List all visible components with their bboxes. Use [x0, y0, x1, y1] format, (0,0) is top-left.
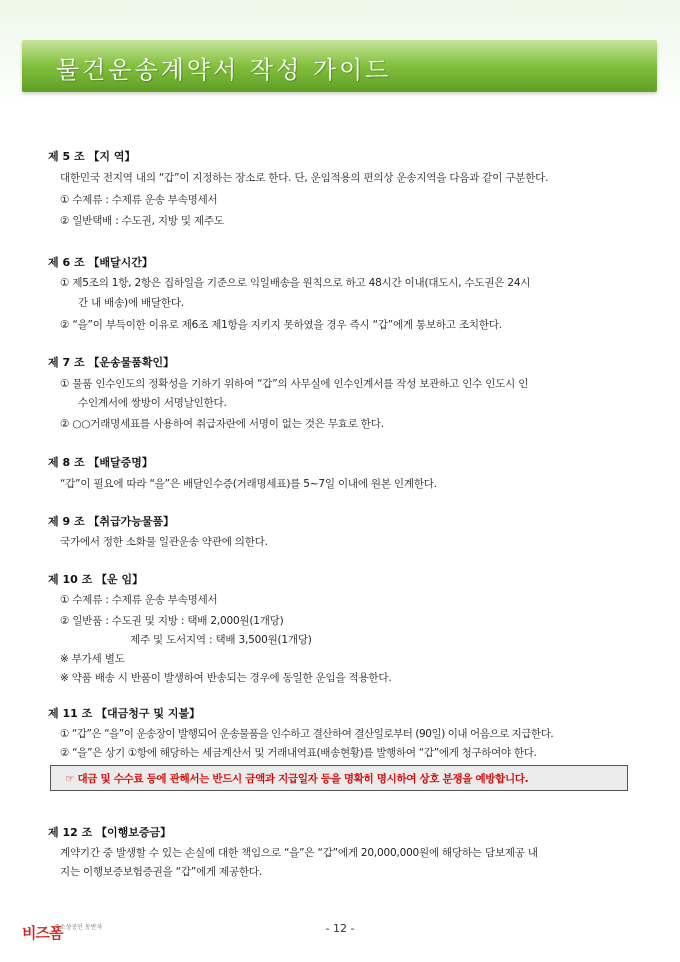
article-line: 지는 이행보증보험증권을 “갑”에게 제공한다.	[60, 866, 263, 878]
article-heading: 제 12 조 【이행보증금】	[48, 826, 172, 839]
article-line: ① 물품 인수인도의 정확성을 기하기 위하여 “갑”의 사무실에 인수인계서를 작성 보관하고 인수 인도시 인	[60, 378, 529, 390]
notice-box	[50, 765, 628, 791]
article-line: ① 제5조의 1항, 2항은 집하일을 기준으로 익일배송을 원칙으로 하고 48시간 이내(대도시, 수도권은 24시	[60, 277, 531, 289]
page-title: 물건운송계약서 작성 가이드	[56, 56, 392, 84]
article-line: ② ○○거래명세표를 사용하여 취급자란에 서명이 없는 것은 무효로 한다.	[60, 418, 384, 430]
article-line: 간 내 배송)에 배달한다.	[78, 297, 184, 309]
article-line: ② “을”은 상기 ①항에 해당하는 세금계산서 및 거래내역표(배송현황)를 발행하여 “갑”에게 청구하여야 한다.	[60, 747, 537, 759]
article-line: 국가에서 정한 소화물 일관운송 약관에 의한다.	[60, 536, 268, 548]
article-heading: 제 5 조 【지 역】	[48, 150, 136, 163]
article-heading: 제 10 조 【운 임】	[48, 573, 144, 586]
article-line: ※ 약품 배송 시 반품이 발생하여 반송되는 경우에 동일한 운임을 적용한다.	[60, 672, 392, 684]
article-heading: 제 6 조 【배달시간】	[48, 256, 153, 269]
page-number: - 12 -	[325, 922, 355, 935]
header-banner	[0, 0, 680, 110]
article-line: “갑”이 필요에 따라 “을”은 배달인수증(거래명세표)를 5~7일 이내에 원본 인계한다.	[60, 478, 437, 490]
article-line: ② “을”이 부득이한 이유로 제6조 제1항을 지키지 못하였을 경우 즉시 “갑”에게 통보하고 조치한다.	[60, 319, 502, 331]
article-heading: 제 7 조 【운송물품확인】	[48, 356, 175, 369]
article-line: 수인계서에 쌍방이 서명날인한다.	[78, 397, 227, 409]
article-line: ※ 부가세 별도	[60, 653, 125, 665]
article-line: ① 수제류 : 수제류 운송 부속명세서	[60, 594, 218, 606]
logo-tagline: 중소상공인 동반자	[54, 924, 103, 931]
bizform-logo: 비즈폼	[22, 924, 63, 942]
article-line: ① “갑”은 “을”이 운송장이 발행되어 운송물품을 인수하고 결산하여 결산일로부터 (90일) 이내 어음으로 지급한다.	[60, 728, 554, 740]
article-line: ② 일반품 : 수도권 및 지방 : 택배 2,000원(1개당)	[60, 615, 284, 627]
article-heading: 제 9 조 【취급가능물품】	[48, 515, 175, 528]
article-heading: 제 8 조 【배달증명】	[48, 456, 153, 469]
article-line: 계약기간 중 발생할 수 있는 손실에 대한 책임으로 “을”은 “갑”에게 20,000,000원에 해당하는 담보제공 내	[60, 847, 538, 859]
article-heading: 제 11 조 【대금청구 및 지불】	[48, 707, 201, 720]
article-line: 대한민국 전지역 내의 “갑”이 지정하는 장소로 한다. 단, 운임적용의 편의상 운송지역을 다음과 같이 구분한다.	[60, 172, 549, 184]
notice-text: ☞ 대금 및 수수료 등에 관해서는 반드시 금액과 지급일자 등을 명확히 명시하여 상호 분쟁을 예방합니다.	[65, 773, 529, 785]
article-line: 제주 및 도서지역 : 택배 3,500원(1개당)	[130, 634, 312, 646]
article-line: ② 일반택배 : 수도권, 지방 및 제주도	[60, 215, 224, 227]
article-line: ① 수제류 : 수제류 운송 부속명세서	[60, 194, 218, 206]
